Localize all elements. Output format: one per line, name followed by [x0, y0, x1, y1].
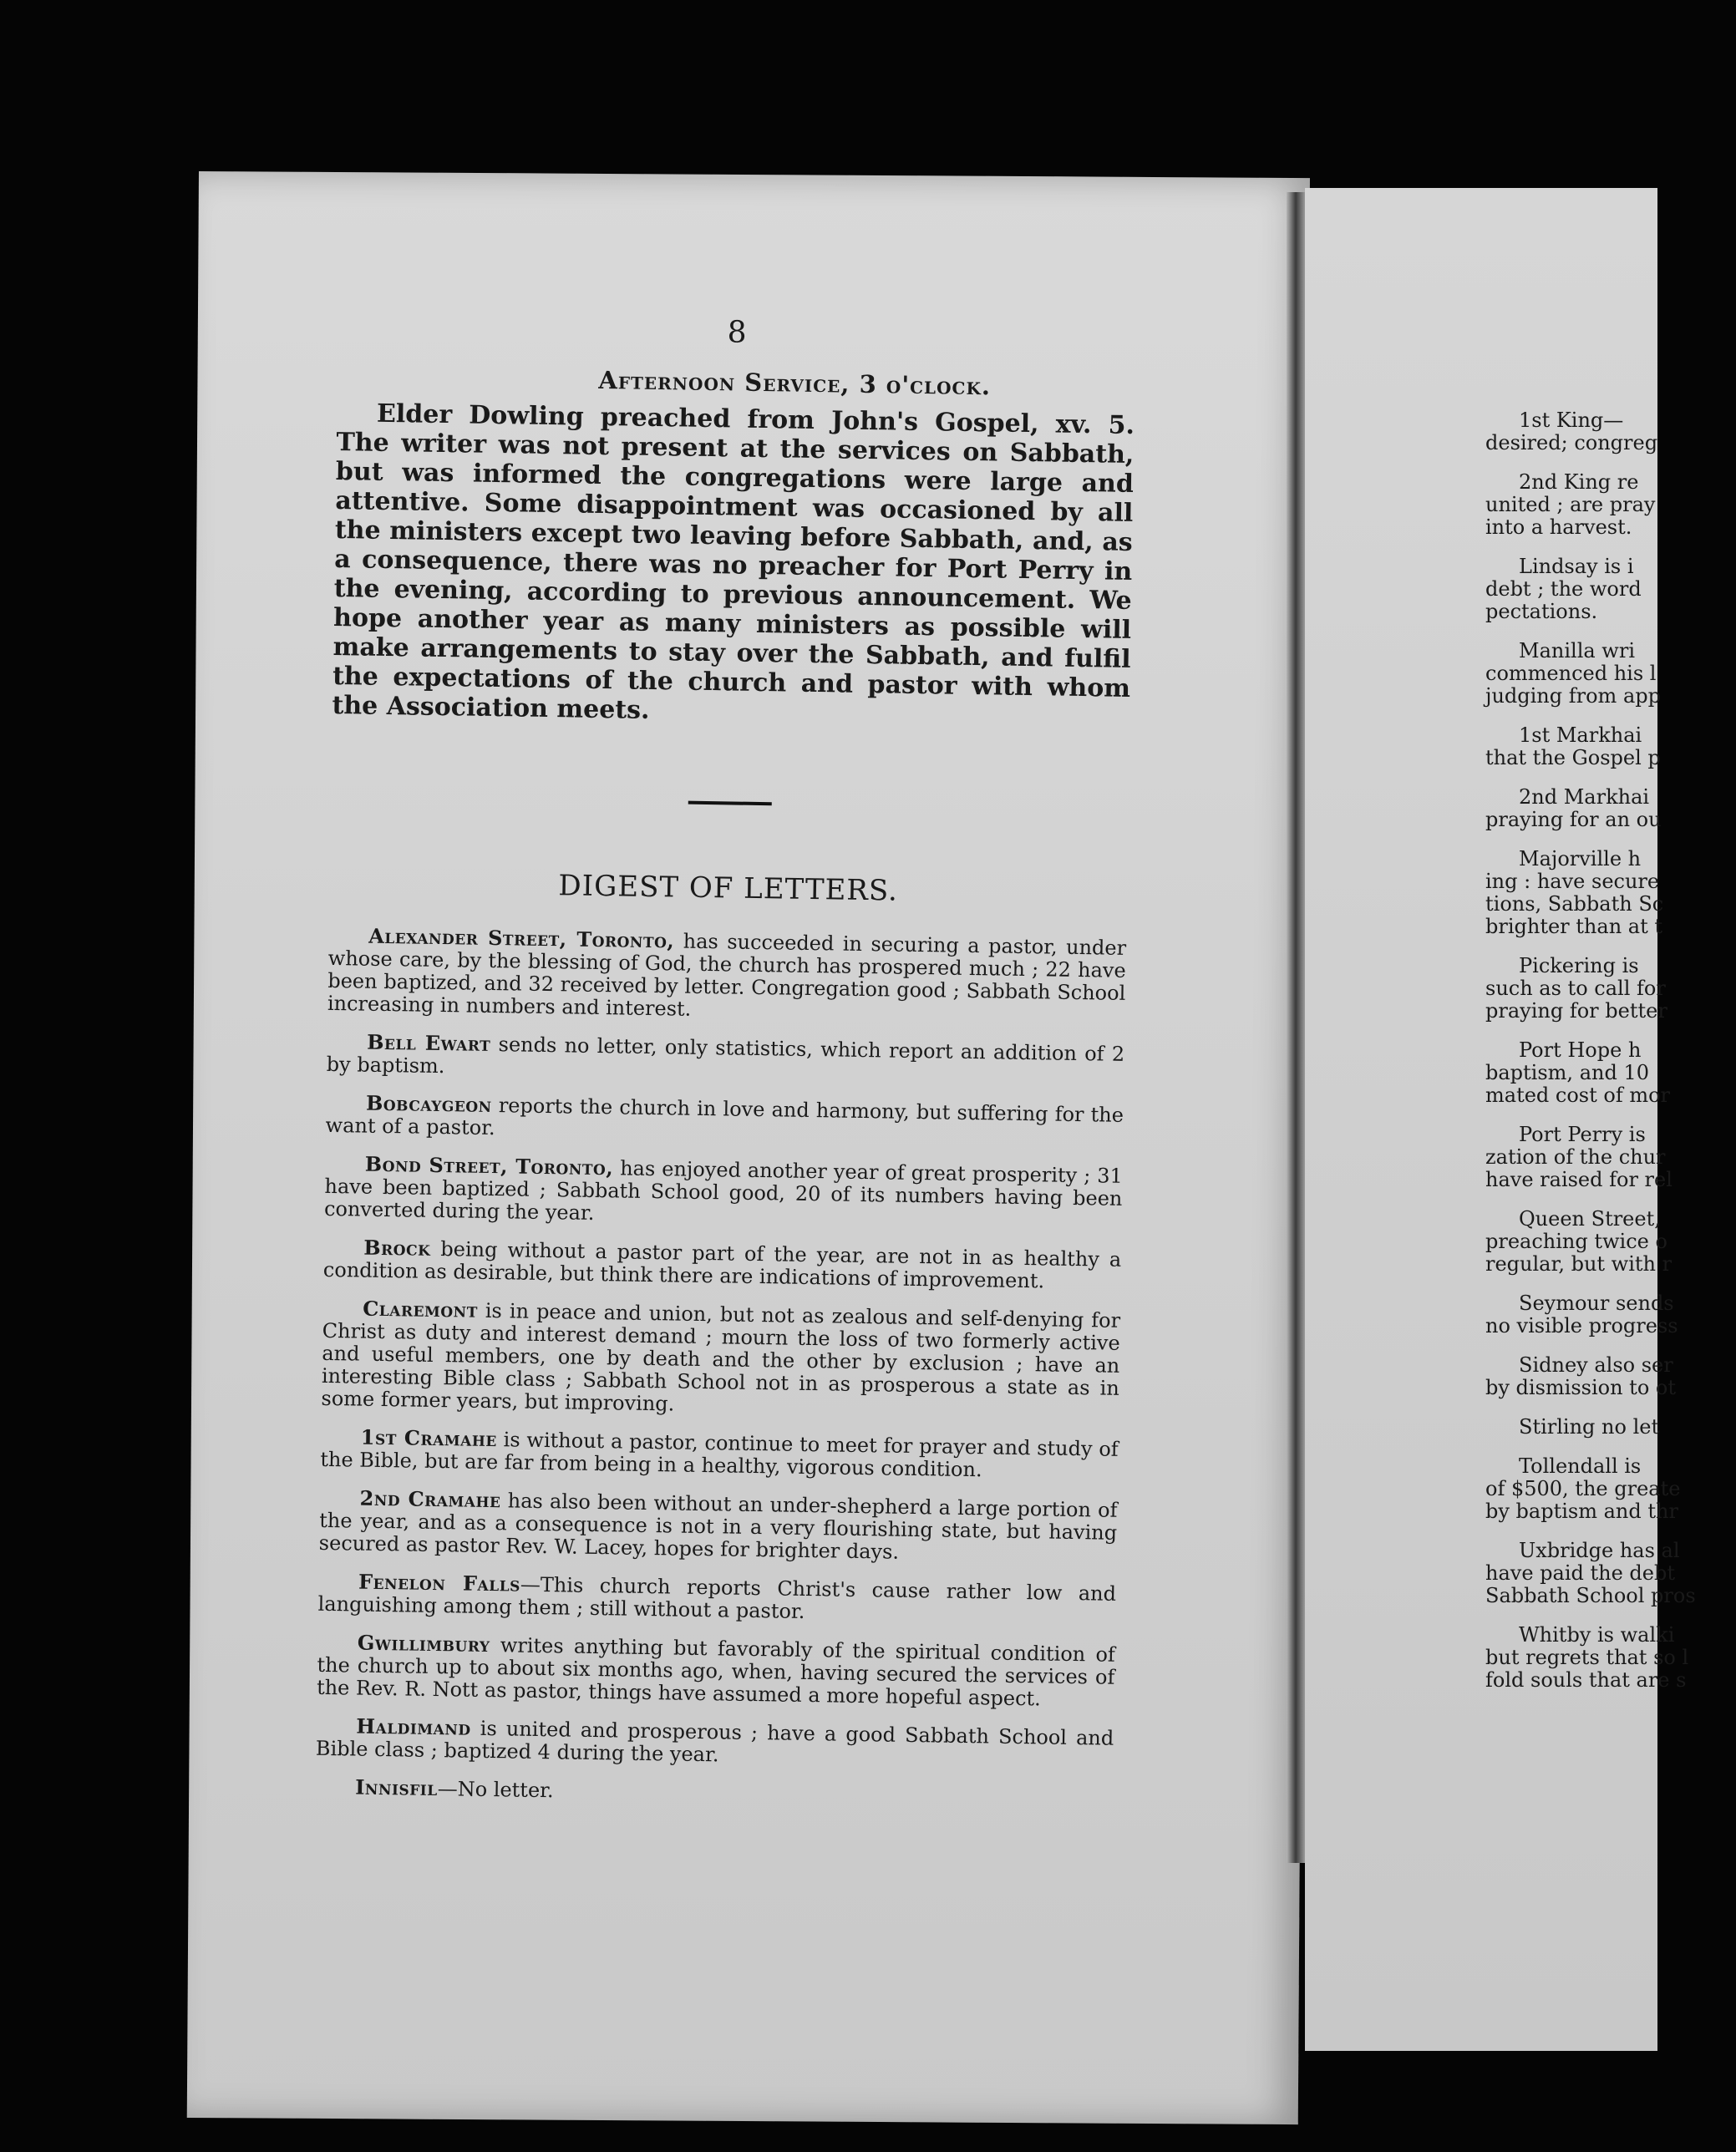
right-column-line: commenced his l	[1485, 662, 1657, 685]
right-column-line: regular, but with r	[1485, 1252, 1673, 1276]
digest-entry	[324, 1152, 1123, 1233]
right-column-line: Stirling no let	[1519, 1415, 1660, 1439]
right-column-line: but regrets that so l	[1485, 1646, 1689, 1669]
right-column-line: of $500, the greate	[1485, 1477, 1681, 1500]
digest-entry-text: being without a pastor part of the year, are not in as healthy a condition as desirable, but think there are indications of improvement.	[322, 1236, 1122, 1293]
right-column-line: into a harvest.	[1485, 515, 1632, 539]
digest-entry-name: Bond Street, Toronto,	[364, 1151, 614, 1180]
afternoon-service-text: Elder Dowling preached from John's Gospel, xv. 5. The writer was not present at the services on Sabbath, but was informed the congregations were large and attentive. Some disappointment was occasioned by all the ministers except two leaving before Sabbath, and, as a consequence, there was no preacher for Port Perry in the evening, according to previous announcement. We hope another year as many ministers as possible will make arrangements to stay over the Sabbath, and fulfil the expectations of the church and pastor with whom the Association meets.	[332, 398, 1135, 725]
right-column-line: preaching twice o	[1485, 1230, 1667, 1253]
right-column-line: judging from app	[1485, 684, 1661, 708]
digest-entries	[315, 924, 1126, 1811]
right-column-entry	[1485, 409, 1736, 454]
right-column-line: 2nd Markhai	[1519, 785, 1650, 809]
right-column-line: praying for an ou	[1485, 808, 1662, 831]
right-column-line: Sidney also ser	[1519, 1353, 1673, 1377]
right-column-entry	[1485, 1540, 1736, 1607]
digest-entry-text: is without a pastor, continue to meet for prayer and study of the Bible, but are far from being in a healthy, vigorous condition.	[320, 1428, 1119, 1482]
digest-entry-name: 1st Cramahe	[360, 1424, 498, 1452]
digest-entry-name: Bell Ewart	[366, 1029, 491, 1056]
digest-entry	[325, 1091, 1124, 1150]
digest-entry	[319, 1486, 1118, 1567]
right-column-line: have raised for rel	[1485, 1168, 1673, 1191]
digest-entry-name: Fenelon Falls	[358, 1569, 521, 1596]
right-column-line: 1st Markhai	[1519, 723, 1642, 747]
right-column-entry	[1485, 724, 1736, 769]
right-column-line: such as to call for	[1485, 977, 1666, 1000]
right-column-entry	[1485, 1416, 1736, 1439]
digest-entry-text: has enjoyed another year of great prosperity ; 31 have been baptized ; Sabbath School good, 20 of its numbers having been converted during the year.	[323, 1156, 1124, 1225]
digest-entry-text: is in peace and union, but not as zealous and self-denying for Christ as duty and interest demand ; mourn the loss of two formerly active and useful members, one by death and the other by exclusion ; have an interesting Bible class ; Sabbath School not in as prosperous a state as in some former years, but improving.	[321, 1298, 1121, 1416]
digest-entry	[323, 1236, 1122, 1294]
digest-entry-name: Brock	[363, 1235, 431, 1261]
right-page-clip	[1305, 0, 1696, 2152]
right-column-line: by baptism and thr	[1485, 1500, 1678, 1523]
right-column-line: praying for better	[1485, 999, 1667, 1023]
digest-entry-name: Innisfil	[354, 1774, 438, 1801]
digest-entry-text: has succeeded in securing a pastor, under whose care, by the blessing of God, the church has prospered much ; 22 have been baptized, and 32 received by letter. Congregation good ; Sabbath School increasing in numbers and interest.	[327, 929, 1127, 1021]
right-column-line: have paid the debt	[1485, 1561, 1676, 1585]
right-column-entry	[1485, 1124, 1736, 1191]
digest-entry-name: Bobcaygeon	[365, 1090, 492, 1118]
digest-entry-text: has also been without an under-shepherd a large portion of the year, and as a consequence is not in a very flourishing state, but having secured as pastor Rev. W. Lacey, hopes for brighter days.	[318, 1489, 1118, 1564]
digest-entry-text: —This church reports Christ's cause rather low and languishing among them ; still without a pastor.	[317, 1572, 1117, 1623]
right-column-line: debt ; the word	[1485, 577, 1642, 601]
afternoon-service-heading: Afternoon Service, 3 o'clock.	[598, 365, 992, 401]
right-column-line: that the Gospel p	[1485, 746, 1661, 769]
digest-entry-text: —No letter.	[437, 1777, 554, 1803]
right-column-line: tions, Sabbath Sc	[1485, 892, 1664, 916]
right-column-line: no visible progress	[1485, 1314, 1678, 1337]
book-gutter	[1287, 192, 1305, 1863]
right-column-entry	[1485, 1624, 1736, 1692]
right-column-line: ing : have secure	[1485, 870, 1660, 893]
digest-entry-name: 2nd Cramahe	[359, 1485, 501, 1513]
right-column-entry	[1485, 1455, 1736, 1523]
digest-entry	[315, 1775, 1113, 1811]
right-column-line: zation of the chur	[1485, 1145, 1666, 1169]
right-column	[1485, 409, 1736, 1708]
digest-entry-text: is united and prosperous ; have a good Sabbath School and Bible class ; baptized 4 during the year.	[315, 1716, 1114, 1767]
digest-entry	[327, 1030, 1125, 1089]
digest-entry-text: reports the church in love and harmony, but suffering for the want of a pastor.	[325, 1094, 1124, 1140]
right-column-line: mated cost of mor	[1485, 1084, 1671, 1107]
right-column-line: pectations.	[1485, 600, 1598, 623]
digest-entry	[316, 1714, 1114, 1773]
digest-entry	[327, 924, 1127, 1028]
right-column-line: 1st King—	[1519, 409, 1624, 432]
left-column	[315, 309, 1136, 1826]
right-column-entry	[1485, 786, 1736, 831]
digest-entry-text: sends no letter, only statistics, which report an addition of 2 by baptism.	[326, 1032, 1125, 1079]
right-column-line: Manilla wri	[1519, 639, 1635, 662]
right-column-line: Queen Street,	[1519, 1207, 1661, 1231]
right-column-line: Lindsay is i	[1519, 555, 1634, 578]
right-column-line: by dismission to ot	[1485, 1376, 1676, 1399]
right-column-line: fold souls that are s	[1485, 1668, 1687, 1692]
digest-entry-name: Alexander Street, Toronto,	[368, 923, 675, 953]
right-column-entry	[1485, 1354, 1736, 1399]
digest-entry-name: Haldimand	[356, 1713, 471, 1740]
right-column-line: Uxbridge has al	[1519, 1539, 1680, 1562]
right-column-entry	[1485, 640, 1736, 708]
digest-entry	[317, 1570, 1116, 1628]
digest-entry	[321, 1297, 1120, 1423]
right-column-line: united ; are pray	[1485, 493, 1656, 516]
right-column-line: 2nd King re	[1519, 470, 1639, 494]
digest-title: DIGEST OF LETTERS.	[558, 869, 899, 908]
right-column-line: Port Perry is	[1519, 1123, 1646, 1146]
right-column-entry	[1485, 955, 1736, 1023]
right-column-entry	[1485, 471, 1736, 539]
right-column-line: Seymour sends	[1519, 1292, 1674, 1315]
right-column-line: Tollendall is	[1519, 1454, 1642, 1478]
right-column-entry	[1485, 1208, 1736, 1276]
right-column-entry	[1485, 1292, 1736, 1337]
right-column-line: Pickering is	[1519, 954, 1639, 977]
right-column-line: Sabbath School pros	[1485, 1584, 1696, 1607]
right-column-line: brighter than at t	[1485, 915, 1663, 938]
digest-entry	[320, 1425, 1119, 1484]
section-divider	[688, 801, 771, 806]
right-column-line: Majorville h	[1519, 847, 1642, 870]
right-column-line: desired; congreg	[1485, 431, 1658, 454]
right-column-entry	[1485, 556, 1736, 623]
digest-entry-name: Gwillimbury	[357, 1630, 490, 1657]
right-column-entry	[1485, 848, 1736, 938]
right-column-line: Port Hope h	[1519, 1038, 1642, 1062]
digest-entry-text: writes anything but favorably of the spiritual condition of the church up to about six months ago, when, having secured the services of the Rev. R. Nott as pastor, things have assumed a more hopeful aspect.	[316, 1633, 1116, 1711]
right-column-line: baptism, and 10	[1485, 1061, 1649, 1084]
right-column-line: Whitby is walki	[1519, 1623, 1675, 1647]
page-number: 8	[727, 315, 747, 350]
right-column-entry	[1485, 1039, 1736, 1107]
digest-entry	[317, 1631, 1115, 1712]
digest-entry-name: Claremont	[362, 1296, 479, 1322]
